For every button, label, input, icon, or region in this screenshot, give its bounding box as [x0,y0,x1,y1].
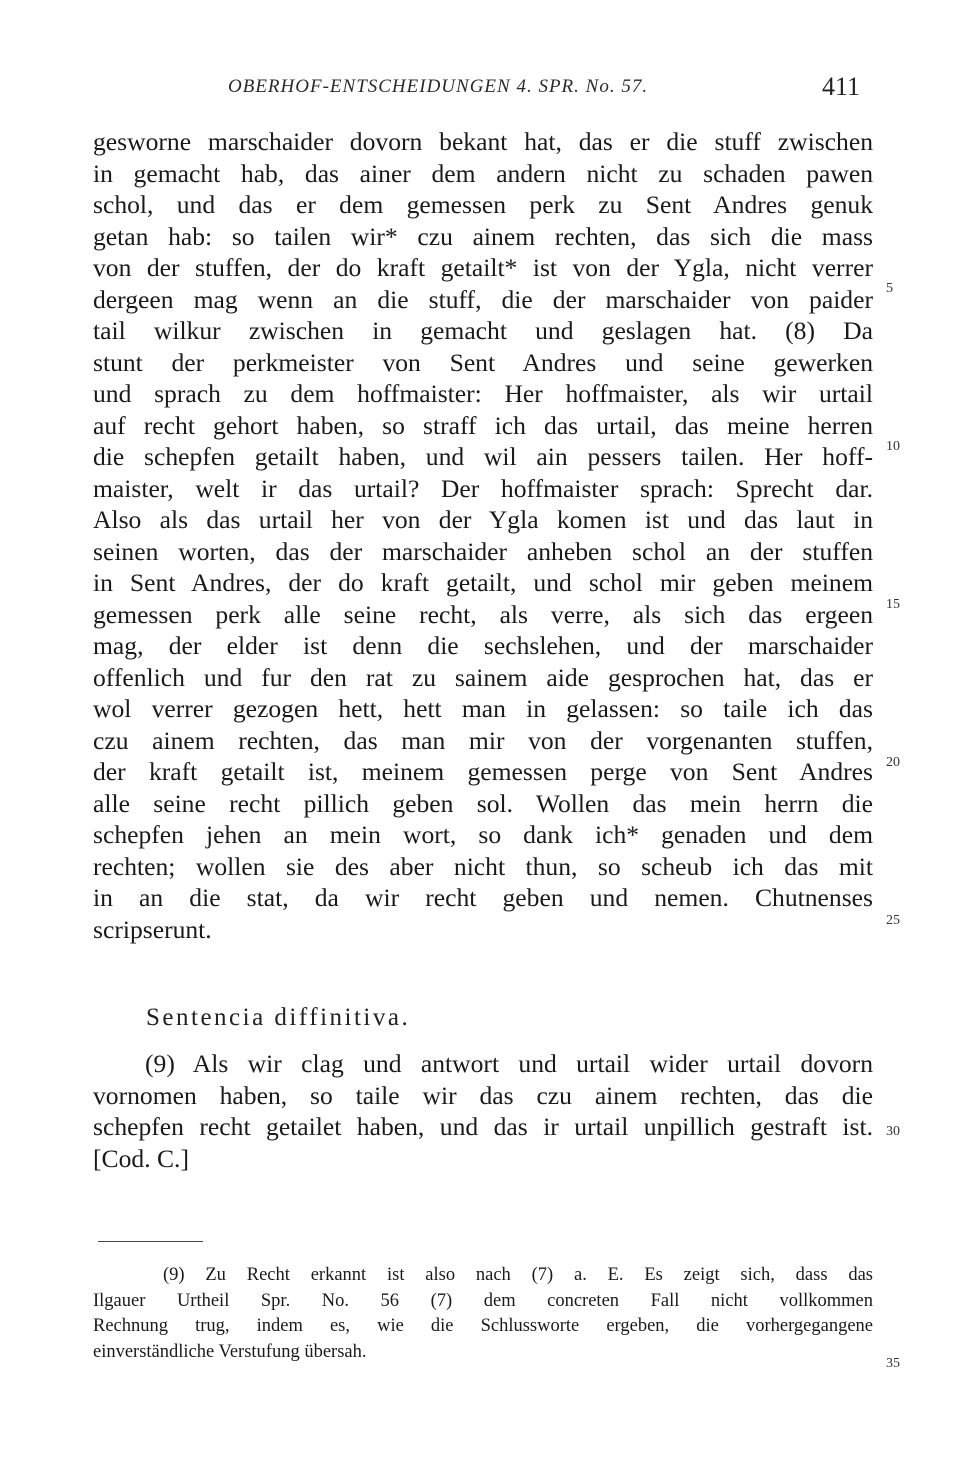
text-line: und sprach zu dem hoffmaister: Her hoffmaister, als wir urtail [93,379,873,408]
text-line: auf recht gehort haben, so straff ich das urtail, das meine herren [93,410,873,440]
section-heading: Sentencia diffinitiva. [146,1004,411,1031]
text-line: alle seine recht pillich geben sol. Wollen das mein herrn die [93,788,873,818]
text-line: in Sent Andres, der do kraft getailt, und schol mir geben meinem [93,568,873,597]
text-line: czu ainem rechten, das man mir von der vorgenanten stuffen, [93,725,873,755]
text-line: Also als das urtail her von der Ygla komen ist und das laut in [93,505,873,534]
text-line: schepfen recht getailet haben, und das ir urtail unpillich gestraft ist. [93,1112,873,1141]
footnote-line: Rechnung trug, indem es, wie die Schlussworte ergeben, die vorhergegangene [93,1316,873,1336]
text-line: offenlich und fur den rat zu sainem aide gesprochen hat, das er [93,662,873,692]
text-line: vornomen haben, so taile wir das czu ainem rechten, das die [93,1080,873,1110]
text-line: schol, und das er dem gemessen perk zu Sent Andres genuk [93,190,873,219]
text-line: getan hab: so tailen wir* czu ainem rechten, das sich die mass [93,221,873,251]
text-line: rechten; wollen sie des aber nicht thun, so scheub ich das mit [93,851,873,881]
footnote-line: Ilgauer Urtheil Spr. No. 56 (7) dem concreten Fall nicht vollkommen [93,1290,873,1311]
text-line: dergeen mag wenn an die stuff, die der marschaider von paider [93,284,873,314]
text-line: (9) Als wir clag und antwort und urtail wider urtail dovorn [145,1049,873,1078]
text-line: tail wilkur zwischen in gemacht und geslagen hat. (8) Da [93,316,873,345]
text-line: stunt der perkmeister von Sent Andres und seine gewerken [93,347,873,377]
footnote-divider [98,1241,203,1242]
text-line: seinen worten, das der marschaider anheben schol an der stuffen [93,536,873,566]
text-line: in an die stat, da wir recht geben und nemen. Chutnenses [93,883,873,912]
text-line: der kraft getailt ist, meinem gemessen perge von Sent Andres [93,757,873,786]
running-title: OBERHOF-ENTSCHEIDUNGEN 4. SPR. No. 57. [228,76,649,97]
text-line: von der stuffen, der do kraft getailt* ist von der Ygla, nicht verrer [93,253,873,282]
text-line: gemessen perk alle seine recht, als verre, als sich das ergeen [93,599,873,629]
text-line: schepfen jehen an mein wort, so dank ich* genaden und dem [93,820,873,849]
text-line: maister, welt ir das urtail? Der hoffmaister sprach: Sprecht dar. [93,473,873,503]
footnote-line: einverständliche Verstufung übersah. [93,1341,367,1362]
page-number: 411 [822,72,861,101]
main-text-block [93,126,873,945]
line-number: 5 [886,281,893,296]
text-line: in gemacht hab, das ainer dem andern nicht zu schaden pawen [93,158,873,188]
text-line: gesworne marschaider dovorn bekant hat, das er die stuff zwischen [93,127,873,156]
text-line: wol verrer gezogen hett, hett man in gelassen: so taile ich das [93,694,873,723]
text-line: scripserunt. [93,914,212,944]
footnote-block [93,1263,873,1365]
footnote-line: (9) Zu Recht erkannt ist also nach (7) a. E. Es zeigt sich, dass das [163,1265,873,1285]
line-number: 15 [886,597,900,612]
line-number: 20 [886,755,900,770]
text-line: die schepfen getailt haben, und wil ain pessers tailen. Her hoff- [93,442,873,471]
text-line: mag, der elder ist denn die sechslehen, und der marschaider [93,631,873,660]
text-line: [Cod. C.] [93,1143,189,1173]
sentencia-text-block [93,1048,873,1174]
line-number: 35 [886,1356,900,1371]
line-number: 25 [886,913,900,928]
line-number: 30 [886,1124,900,1139]
line-number: 10 [886,439,900,454]
